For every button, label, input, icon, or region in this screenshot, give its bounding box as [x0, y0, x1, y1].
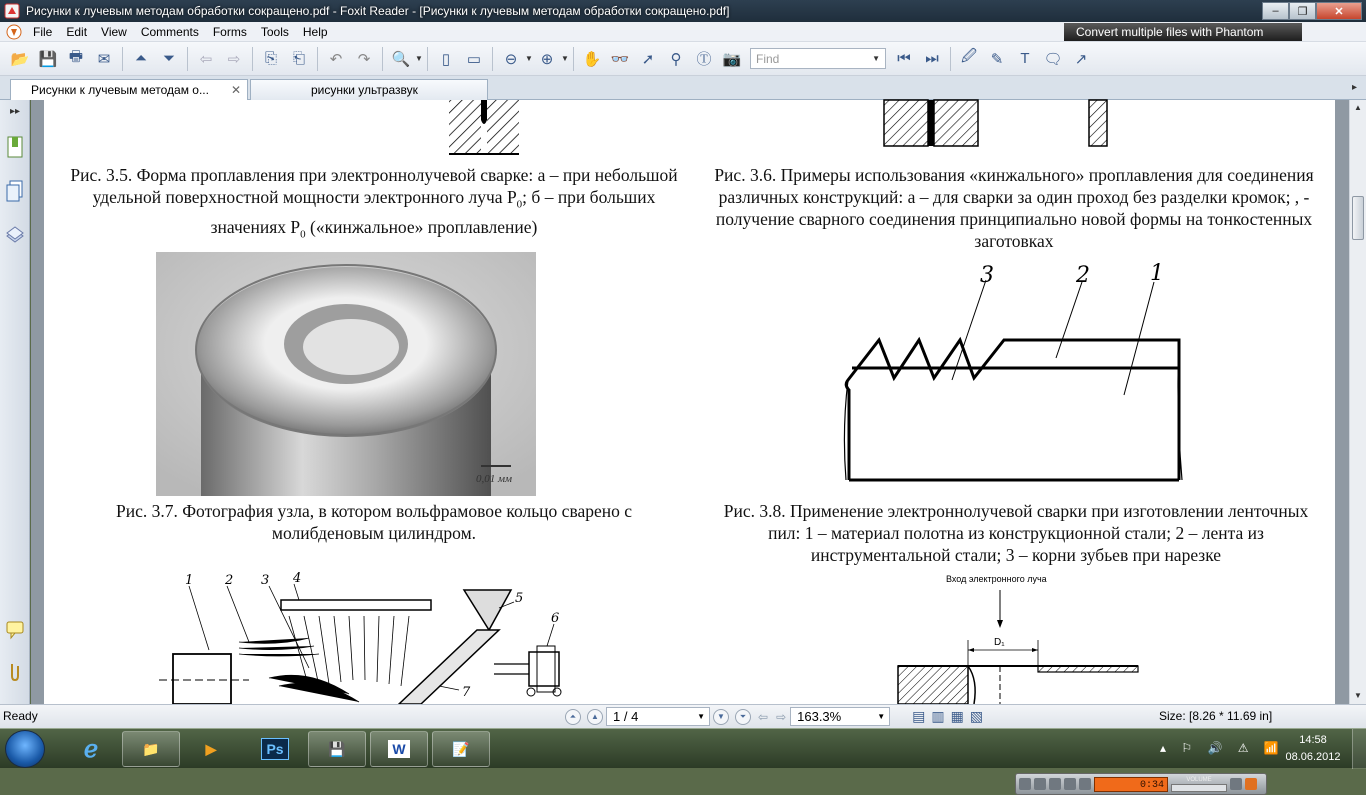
- taskbar-explorer-icon[interactable]: 📁: [122, 731, 180, 767]
- photo-scale-label: 0,01 мм: [476, 473, 513, 485]
- toolbar: [0, 42, 1366, 76]
- fig38-label-1: 1: [1150, 261, 1164, 286]
- menu-comments[interactable]: Comments: [140, 24, 199, 39]
- fig39-label-5: 5: [515, 591, 524, 606]
- comments-panel-icon[interactable]: [6, 618, 24, 640]
- status-ready-text: Ready: [3, 709, 38, 723]
- pause-icon[interactable]: [1034, 778, 1046, 790]
- navigation-side-panel: [0, 100, 30, 704]
- menu-help[interactable]: Help: [302, 24, 328, 39]
- continuous-facing-icon[interactable]: ▧: [969, 708, 984, 724]
- menu-edit[interactable]: Edit: [66, 24, 88, 39]
- find-placeholder: Find: [756, 51, 780, 66]
- toolbar-separator: [492, 47, 493, 71]
- caption-fig-3-5-part1: Рис. 3.5. Форма проплавления при электроннолучевой сварке: а – при небольшой удельной поверхностной мощности электронного луча Р: [70, 165, 678, 207]
- fit-width-icon[interactable]: ▭: [466, 50, 482, 68]
- pdf-page: [44, 100, 1335, 704]
- zoom-dropdown-arrow-icon[interactable]: ▼: [415, 54, 423, 63]
- menu-view[interactable]: View: [101, 24, 127, 39]
- fig39-label-2: 2: [225, 573, 234, 588]
- single-page-icon[interactable]: ▤: [912, 708, 926, 724]
- attachments-icon[interactable]: [6, 660, 24, 682]
- toolbar-separator: [950, 47, 951, 71]
- next-page-status-icon[interactable]: ▼: [713, 709, 729, 725]
- open-file-icon[interactable]: 📂: [10, 50, 30, 68]
- caption-fig-3-5: [64, 164, 684, 245]
- tab-scroll-icon[interactable]: ▸: [1352, 82, 1358, 93]
- document-tab-bar: [0, 76, 1366, 100]
- show-desktop-button[interactable]: [1352, 729, 1366, 769]
- next-page-icon[interactable]: ⏷: [162, 50, 175, 67]
- previous-page-icon[interactable]: ⏶: [134, 50, 147, 67]
- page-number-value: 1 / 4: [613, 709, 639, 724]
- minimize-button[interactable]: –: [1262, 2, 1289, 20]
- extract-pages-icon[interactable]: ⎘: [264, 50, 277, 67]
- toolbar-separator: [427, 47, 428, 71]
- select-arrow-icon[interactable]: ➚: [641, 50, 655, 68]
- caption-fig-3-7: Рис. 3.7. Фотография узла, в котором вольфрамовое кольцо сварено с молибденовым цилиндром.: [115, 501, 633, 543]
- foxit-logo-icon: [6, 24, 22, 40]
- fig39-label-1: 1: [185, 573, 194, 588]
- fig39-label-7: 7: [462, 685, 471, 700]
- windows-taskbar: [0, 728, 1366, 768]
- caption-fig-3-5-part2: ; б – при больших значениях Р: [210, 187, 656, 237]
- vertical-scrollbar[interactable]: [1349, 100, 1366, 704]
- status-bar: [0, 704, 1366, 728]
- facing-page-icon[interactable]: ▦: [950, 708, 964, 724]
- caption-fig-3-8: Рис. 3.8. Применение электроннолучевой сварки при изготовлении ленточных пил: 1 – материал полотна из конструкционной стали; 2 – лента из инструментальной стали; 3 – корни зубьев при нарезке: [723, 501, 1309, 565]
- fig310-title: Вход электронного луча: [946, 574, 1047, 584]
- subscript-p0: 0: [300, 228, 306, 240]
- find-dropdown-icon[interactable]: ▼: [872, 54, 880, 63]
- zoom-out-circle-icon[interactable]: ⊖: [504, 50, 518, 68]
- panel-expand-icon[interactable]: ▸▸: [10, 106, 21, 117]
- note-icon[interactable]: 🗨: [1043, 50, 1063, 68]
- fig35-drawing-fragment: [439, 100, 549, 156]
- continuous-page-icon[interactable]: ▥: [931, 708, 945, 724]
- fig39-label-3: 3: [261, 573, 270, 588]
- redo-icon[interactable]: ↷: [357, 50, 371, 68]
- taskbar-media-player-icon[interactable]: ▶: [205, 740, 217, 757]
- save-icon[interactable]: 💾: [38, 50, 58, 68]
- fit-page-icon[interactable]: ▯: [441, 50, 451, 68]
- fig36-drawing-fragment: [879, 100, 1129, 148]
- tab-document-ultrasound[interactable]: [250, 79, 488, 100]
- undo-icon[interactable]: ↶: [329, 50, 343, 68]
- history-back-icon[interactable]: ⇦: [758, 709, 769, 724]
- clock-time: 14:58: [1299, 734, 1327, 746]
- taskbar-photoshop-icon[interactable]: Ps: [246, 731, 304, 767]
- fig38-drawing: [834, 260, 1214, 486]
- find-next-icon[interactable]: ⏭: [925, 50, 939, 67]
- annotation-tool-icon[interactable]: 🖉: [961, 48, 977, 65]
- email-icon[interactable]: ✉: [97, 50, 111, 68]
- find-binoculars-icon[interactable]: ⚲: [670, 50, 682, 68]
- bookmarks-icon[interactable]: [6, 136, 24, 158]
- page-number-field[interactable]: [606, 707, 710, 726]
- menu-forms[interactable]: Forms: [212, 24, 247, 39]
- fig38-label-3: 3: [980, 263, 994, 288]
- snapshot-icon[interactable]: 📷: [722, 50, 742, 68]
- close-button[interactable]: ✕: [1316, 2, 1362, 20]
- caption-fig-3-5-part3: («кинжальное» проплавление): [305, 216, 538, 237]
- media-minimize-icon[interactable]: [1230, 778, 1242, 790]
- last-page-icon[interactable]: ⏷: [735, 709, 751, 725]
- fast-forward-icon[interactable]: [1079, 778, 1091, 790]
- typewriter-icon[interactable]: T: [1020, 50, 1030, 67]
- toolbar-separator: [573, 47, 574, 71]
- menu-bar: [0, 22, 1366, 42]
- highlight-icon[interactable]: ✎: [990, 50, 1004, 68]
- play-icon[interactable]: [1019, 778, 1031, 790]
- stop-icon[interactable]: [1049, 778, 1061, 790]
- media-time-display: 0:34: [1094, 777, 1168, 792]
- pages-icon[interactable]: [6, 180, 24, 202]
- window-title: Рисунки к лучевым методам обработки сокращено.pdf - Foxit Reader - [Рисунки к лучевым методам обработки сокращено.pdf]: [26, 4, 730, 18]
- tab-document-main[interactable]: [10, 79, 248, 100]
- select-text-icon[interactable]: Ⓣ: [696, 51, 712, 68]
- hand-tool-icon[interactable]: ✋: [582, 50, 602, 68]
- page-navigation: [562, 707, 983, 726]
- media-close-icon[interactable]: [1245, 778, 1257, 790]
- layers-icon[interactable]: [6, 224, 24, 246]
- insert-pages-icon[interactable]: ⎗: [292, 50, 305, 67]
- system-tray-icons[interactable]: ▴ ⚐ 🔊 ⚠ 📶: [1160, 741, 1285, 755]
- text-viewer-icon[interactable]: 👓: [610, 50, 630, 68]
- toolbar-separator: [317, 47, 318, 71]
- scroll-up-icon[interactable]: ▲: [1354, 103, 1362, 112]
- zoom-out-dropdown-icon[interactable]: ▼: [525, 54, 533, 63]
- taskbar-foxit-reader-icon[interactable]: 📝: [432, 731, 490, 767]
- scroll-down-icon[interactable]: ▼: [1354, 691, 1362, 700]
- find-input[interactable]: [750, 48, 886, 69]
- tab-label: рисунки ультразвук: [311, 83, 418, 97]
- taskbar-save-app-icon[interactable]: 💾: [308, 731, 366, 767]
- media-volume-group: [1171, 777, 1227, 792]
- tab-label: Рисунки к лучевым методам о...: [31, 83, 209, 97]
- first-page-icon[interactable]: ⏶: [565, 709, 581, 725]
- fig310-dimension-label: D₁: [994, 637, 1005, 648]
- fig39-schematic: [159, 568, 599, 704]
- maximize-button[interactable]: ❐: [1289, 2, 1316, 20]
- volume-label: VOLUME: [1186, 776, 1212, 783]
- scroll-thumb[interactable]: [1352, 196, 1364, 240]
- tab-close-icon[interactable]: ✕: [230, 83, 241, 97]
- zoom-in-circle-icon[interactable]: ⊕: [540, 50, 554, 68]
- menu-file[interactable]: File: [33, 24, 53, 39]
- zoom-in-icon[interactable]: 🔍: [391, 50, 411, 68]
- arrow-tool-icon[interactable]: ↗: [1074, 50, 1088, 68]
- toolbar-separator: [252, 47, 253, 71]
- phantom-promo-banner[interactable]: Convert multiple files with Phantom: [1064, 23, 1302, 41]
- clock-date: 08.06.2012: [1285, 751, 1341, 763]
- menu-tools[interactable]: Tools: [260, 24, 289, 39]
- forward-icon[interactable]: ⇨: [227, 50, 241, 68]
- title-bar: [0, 0, 1366, 22]
- history-forward-icon[interactable]: ⇨: [776, 709, 787, 724]
- caption-fig-3-6: Рис. 3.6. Примеры использования «кинжального» проплавления для соединения различных конструкций: а – для сварки за один проход без разделки кромок; , - получение сварного соединения принципиально новой формы на тонкостенных заготовках: [714, 165, 1314, 251]
- subscript-p0: 0: [516, 198, 523, 211]
- page-size-info: Size: [8.26 * 11.69 in]: [1159, 709, 1273, 723]
- fig38-label-2: 2: [1076, 263, 1090, 288]
- rewind-icon[interactable]: [1064, 778, 1076, 790]
- foxit-app-icon: [4, 3, 20, 19]
- taskbar-word-icon[interactable]: W: [370, 731, 428, 767]
- print-icon[interactable]: 🖶: [68, 48, 84, 65]
- fig310-drawing: [894, 570, 1154, 704]
- toolbar-separator: [187, 47, 188, 71]
- fig37-photo: [156, 252, 536, 496]
- start-button-icon[interactable]: [5, 730, 45, 768]
- volume-slider[interactable]: [1171, 784, 1227, 792]
- zoom-level-dropdown-icon[interactable]: ▼: [877, 712, 886, 721]
- back-icon[interactable]: ⇦: [199, 50, 213, 68]
- zoom-level-field[interactable]: [790, 707, 890, 726]
- toolbar-separator: [382, 47, 383, 71]
- find-previous-icon[interactable]: ⏮: [897, 50, 911, 67]
- zoom-in-dropdown-icon[interactable]: ▼: [561, 54, 569, 63]
- page-dropdown-icon[interactable]: ▼: [697, 712, 705, 721]
- previous-page-status-icon[interactable]: ▲: [587, 709, 603, 725]
- taskbar-clock[interactable]: [1278, 732, 1348, 766]
- fig39-label-6: 6: [551, 611, 560, 626]
- taskbar-internet-explorer-icon[interactable]: ℯ: [83, 735, 99, 763]
- toolbar-separator: [122, 47, 123, 71]
- media-player-overlay[interactable]: [1015, 773, 1267, 795]
- fig39-label-4: 4: [293, 571, 302, 586]
- zoom-level-value: 163.3%: [797, 709, 842, 724]
